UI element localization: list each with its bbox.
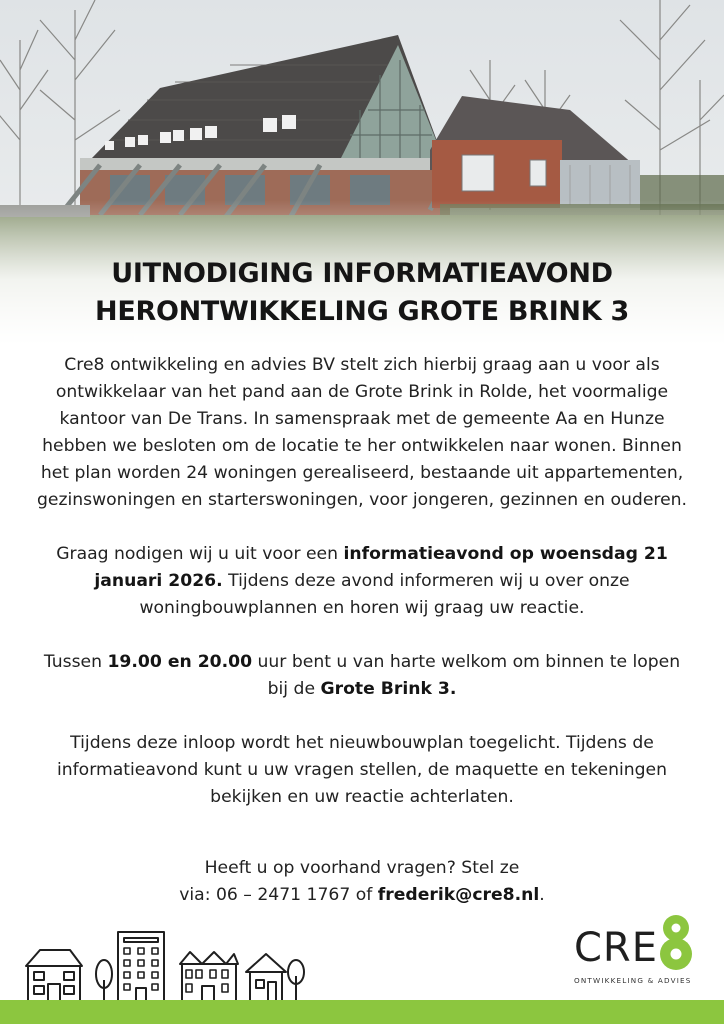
home-tree-icon [246, 954, 304, 1002]
house-icon [26, 950, 82, 1002]
contact-line [0, 882, 724, 909]
intro-paragraph: Cre8 ontwikkeling en advies BV stelt zich hierbij graag aan u voor als ontwikkelaar van het pand aan de Grote Brink in Rolde, het voormalige kantoor van De Trans. In samenspraak met de gemeente Aa en Hunze hebben we besloten om de locatie te her ontwikkelen naar wonen. Binnen het plan worden 24 woningen gerealiseerd, bestaande uit appartementen, gezinswoningen en starterswoningen, voor jongeren, gezinnen en ouderen. [36, 355, 688, 510]
logo-text: CRE [574, 925, 658, 971]
time-text-mid: uur bent u van harte welkom om binnen te lopen bij de [252, 652, 681, 699]
contact-question: Heeft u op voorhand vragen? Stel ze [204, 858, 520, 878]
townhouse-icon [180, 952, 238, 1002]
apartment-icon [118, 932, 164, 1002]
contact-phone: via: 06 – 2471 1767 of [179, 885, 378, 905]
contact-block [0, 855, 724, 909]
invite-date: informatieavond op woensdag 21 januari 2026. [94, 544, 668, 591]
headline-line-1: UITNODIGING INFORMATIEAVOND [111, 258, 613, 289]
time-location: Grote Brink 3. [320, 679, 457, 699]
logo-eight-mark [656, 914, 696, 970]
closing-paragraph: Tijdens deze inloop wordt het nieuwbouwplan toegelicht. Tijdens de informatieavond kunt u uw vragen stellen, de maquette en tekeningen bekijken en uw reactie achterlaten. [56, 733, 668, 807]
time-range: 19.00 en 20.00 [107, 652, 253, 672]
contact-period: . [539, 885, 545, 905]
cre8-logo [574, 908, 704, 990]
contact-email-link[interactable]: frederik@cre8.nl [377, 885, 540, 905]
time-text: Tussen [43, 652, 108, 672]
invite-text-end: Tijdens deze avond informeren wij u over onze woningbouwplannen en horen wij graag uw reactie. [139, 571, 630, 618]
time-paragraph [32, 649, 692, 703]
invite-paragraph [32, 541, 692, 622]
tree-icon [96, 960, 112, 1002]
invitation-body [32, 352, 692, 811]
invite-text: Graag nodigen wij u uit voor een [56, 544, 344, 564]
headline-line-2: HERONTWIKKELING GROTE BRINK 3 [95, 296, 629, 327]
footer-green-bar [0, 1000, 724, 1024]
footer-icons [20, 924, 320, 1007]
logo-tagline: ONTWIKKELING & ADVIES [574, 976, 692, 985]
